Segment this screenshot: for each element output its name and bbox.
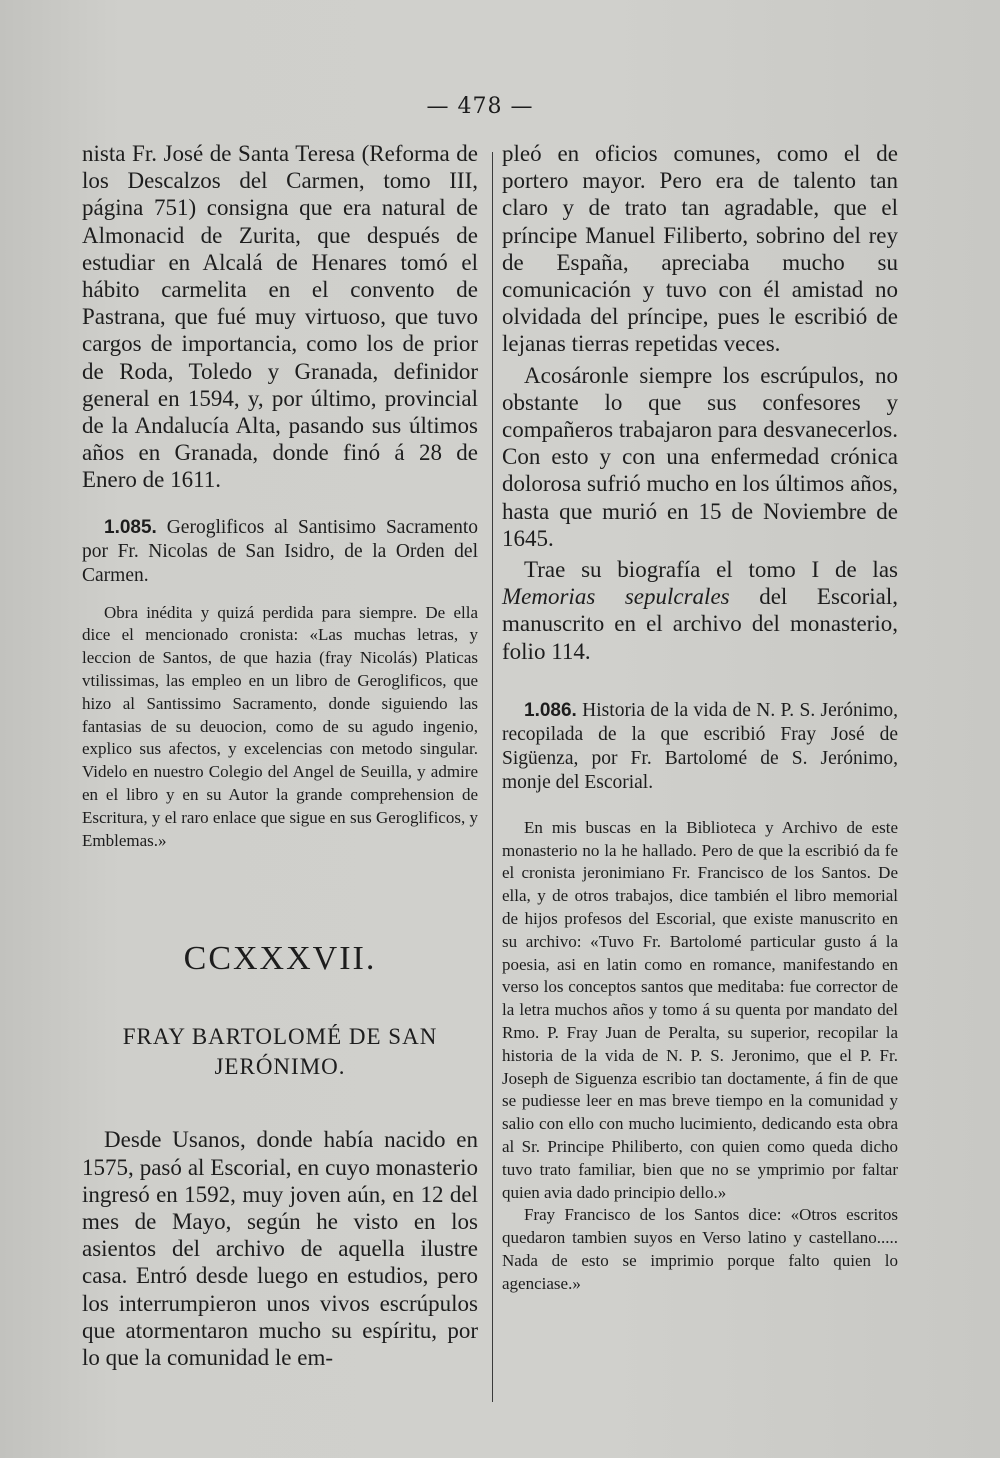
- paragraph-continuation: pleó en oficios comunes, como el de portero mayor. Pero era de talento tan claro y de trato tan agradable, que el príncipe Manuel Filiberto, sobrino del rey de España, apreciaba mucho su comunicación y tuvo con él amistad no olvidada del príncipe, pues le escribió de lejanas tierras repetidas veces.: [502, 141, 898, 357]
- entry-1085: [82, 516, 478, 588]
- entry-1086: [502, 699, 898, 795]
- entry-number: 1.085.: [104, 516, 157, 538]
- column-divider: [492, 152, 493, 1402]
- source-text-before: Trae su biografía el tomo I de las: [524, 557, 898, 583]
- paragraph-carmelite-bio: nista Fr. José de Santa Teresa (Reforma de los Descalzos del Carmen, tomo III, página 751) consigna que era natural de Almonacid de Zurita, que después de estudiar en Alcalá de Henares tomó el hábito carmelita en el convento de Pastrana, que fué muy virtuoso, que tuvo cargos de importancia, como los de prior de Roda, Toledo y Granada, definidor general en 1594, y, por último, provincial de la Andalucía Alta, pasando sus últimos años en Granada, donde finó á 28 de Enero de 1611.: [82, 141, 478, 493]
- paragraph-bartolome-bio: Desde Usanos, donde había nacido en 1575, pasó al Escorial, en cuyo monasterio ingresó en 1592, muy joven aún, en 12 del mes de Mayo, según he visto en los asientos del archivo de aquella ilustre casa. Entró desde luego en estudios, pero los interrumpieron unos vivos escrúpulos que atormentaron mucho su espíritu, por lo que la comunidad le em-: [82, 1127, 478, 1371]
- chapter-number: CCXXXVII.: [183, 940, 377, 978]
- chapter-title-line-1: FRAY BARTOLOMÉ DE SAN: [122, 1024, 438, 1050]
- source-title: Memorias sepulcrales: [502, 584, 730, 610]
- entry-1086-note-2: Fray Francisco de los Santos dice: «Otros escritos quedaron tambien suyos en Verso latino y castellano..... Nada de esto se imprimio porque falto quien lo agenciase.»: [502, 1205, 898, 1293]
- entry-title: Geroglificos al Santisimo Sacramento por Fr. Nicolas de San Isidro, de la Orden del Carmen.: [82, 516, 478, 586]
- page-number: — 478 —: [426, 94, 534, 119]
- chapter-title: [82, 1022, 478, 1082]
- right-column: [502, 140, 898, 1296]
- chapter-title-line-2: JERÓNIMO.: [214, 1054, 346, 1080]
- entry-1086-note: En mis buscas en la Biblioteca y Archivo de este monasterio no la he hallado. Pero de que la escribió da fe el cronista jeronimiano Fr. Francisco de los Santos. De ella, y de otros trabajos, dice también el libro memorial de hijos profesos del Escorial, que existe manuscrito en su archivo: «Tuvo Fr. Bartolomé particular gusto á la poesia, asi en latin como en romance, manifestando en verso los conceptos santos que meditaba: fue corrector de la letra muchos años y tomo á su quenta por mandato del Rmo. P. Fray Juan de Peralta, su superior, recopilar la historia de la vida de N. P. S. Jeronimo, que el P. Fr. Joseph de Siguenza escribio tan doctamente, á fin de que se pudiesse leer en mas breve tiempo en la comunidad y salio con ello con mucho lucimiento, dedicando esta obra al Sr. Principe Philiberto, con quien como queda dicho tuvo trato familiar, bien que no se ymprimio por faltar quien avia dado principio dello.»: [502, 817, 898, 1202]
- entry-1085-note: Obra inédita y quizá perdida para siempre. De ella dice el mencionado cronista: «Las muchas letras, y leccion de Santos, de que hazia (fray Nicolás) Platicas vtilissimas, las empleo en un libro de Geroglificos, que hizo al Santissimo Sacramento, donde siguiendo las fantasias de su deuocion, como de su agudo ingenio, explico sus afectos, y excelencias con metodo singular. Videlo en nuestro Colegio del Angel de Seuilla, y admire en el libro y en su Autor la grande comprehension de Escritura, y el raro enlace que sigue en sus Geroglificos, y Emblemas.»: [82, 602, 478, 850]
- paragraph-scruples: Acosáronle siempre los escrúpulos, no obstante lo que sus confesores y compañeros trabajaron para desvanecerlos. Con esto y con una enfermedad crónica dolorosa sufrió mucho en los últimos años, hasta que murió en 15 de Noviembre de 1645.: [502, 362, 898, 551]
- source-text-after: del Escorial, manuscrito en el archivo del monasterio, folio 114.: [502, 584, 898, 664]
- paragraph-biography-source: [502, 556, 898, 665]
- left-column: [82, 140, 478, 1371]
- entry-number: 1.086.: [524, 699, 577, 721]
- entry-title: Historia de la vida de N. P. S. Jerónimo, recopilada de la que escribió Fray José de Sigüenza, por Fr. Bartolomé de S. Jerónimo, monje del Escorial.: [502, 699, 898, 793]
